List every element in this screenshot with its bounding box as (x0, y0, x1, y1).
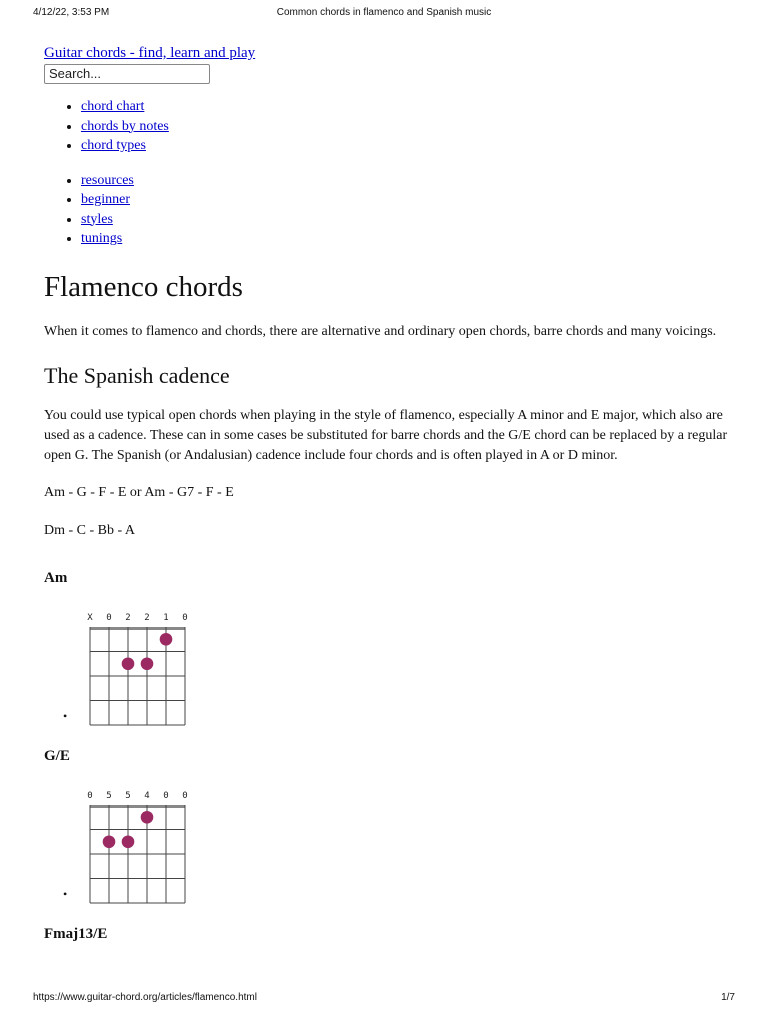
string-marker: 0 (163, 791, 169, 801)
progression-1: Am - G - F - E or Am - G7 - F - E (44, 484, 234, 500)
finger-dot (141, 657, 154, 670)
nav-link-beginner[interactable]: beginner (81, 192, 130, 207)
string-marker: 2 (125, 613, 131, 623)
nav-item-tunings (81, 229, 734, 249)
nav-item-chords-by-notes (81, 117, 734, 137)
cadence-paragraph: You could use typical open chords when playing in the style of flamenco, especially A minor and E major, which also are used as a cadence. These can in some cases be substituted for barre chords and the G/E chord can be replaced by a regular open G. The Spanish (or Andalusian) cadence include four chords and is often played in A or D minor. (44, 407, 728, 463)
string-marker: 0 (87, 791, 93, 801)
chord-name: Am (44, 570, 68, 586)
nut (90, 627, 185, 630)
progression-2: Dm - C - Bb - A (44, 522, 135, 538)
site-title-link[interactable]: Guitar chords - find, learn and play (44, 45, 256, 61)
list-bullet: • (63, 709, 68, 723)
page-title: Flamenco chords (44, 270, 243, 303)
page-number: 1/7 (721, 992, 735, 1003)
nav-item-chord-types (81, 136, 734, 156)
print-footer (0, 992, 768, 1006)
chord-name: Fmaj13/E (44, 926, 108, 942)
nav-link-chord-types[interactable]: chord types (81, 138, 146, 153)
nav-item-beginner (81, 190, 734, 210)
string-marker: 2 (144, 613, 150, 623)
intro-paragraph: When it comes to flamenco and chords, there are alternative and ordinary open chords, barre chords and many voicings. (44, 323, 717, 339)
chord-diagram-g-e (82, 784, 192, 904)
finger-dot (103, 835, 116, 848)
string-marker: 0 (182, 791, 188, 801)
string-marker: 5 (125, 791, 131, 801)
string-marker: 1 (163, 613, 169, 623)
nav-link-chords-by-notes[interactable]: chords by notes (81, 118, 169, 134)
print-title: Common chords in flamenco and Spanish music (276, 7, 492, 18)
chord-diagram-am (82, 606, 192, 726)
string-marker: 5 (106, 791, 112, 801)
print-datetime: 4/12/22, 3:53 PM (33, 7, 110, 18)
nav-link-resources[interactable]: resources (81, 172, 134, 188)
secondary-nav (44, 171, 734, 249)
print-url: https://www.guitar-chord.org/articles/flamenco.html (33, 992, 257, 1003)
nut (90, 805, 185, 808)
string-marker: 0 (106, 613, 112, 623)
finger-dot (122, 835, 135, 848)
string-marker: X (87, 613, 93, 623)
section-heading: The Spanish cadence (44, 362, 230, 388)
string-marker: 0 (182, 613, 188, 623)
nav-item-chord-chart (81, 97, 734, 117)
nav-item-resources (81, 171, 734, 191)
nav-item-styles (81, 210, 734, 230)
nav-link-tunings[interactable]: tunings (81, 231, 123, 246)
page-content (44, 44, 734, 942)
finger-dot (141, 811, 154, 824)
finger-dot (160, 633, 173, 646)
string-marker: 4 (144, 791, 150, 801)
finger-dot (122, 657, 135, 670)
primary-nav (44, 97, 734, 156)
nav-link-chord-chart[interactable]: chord chart (81, 99, 145, 114)
list-bullet: • (63, 887, 68, 901)
print-header (0, 0, 768, 20)
search-input[interactable]: Search... (44, 64, 210, 84)
chord-name: G/E (44, 748, 70, 764)
nav-link-styles[interactable]: styles (81, 211, 113, 227)
